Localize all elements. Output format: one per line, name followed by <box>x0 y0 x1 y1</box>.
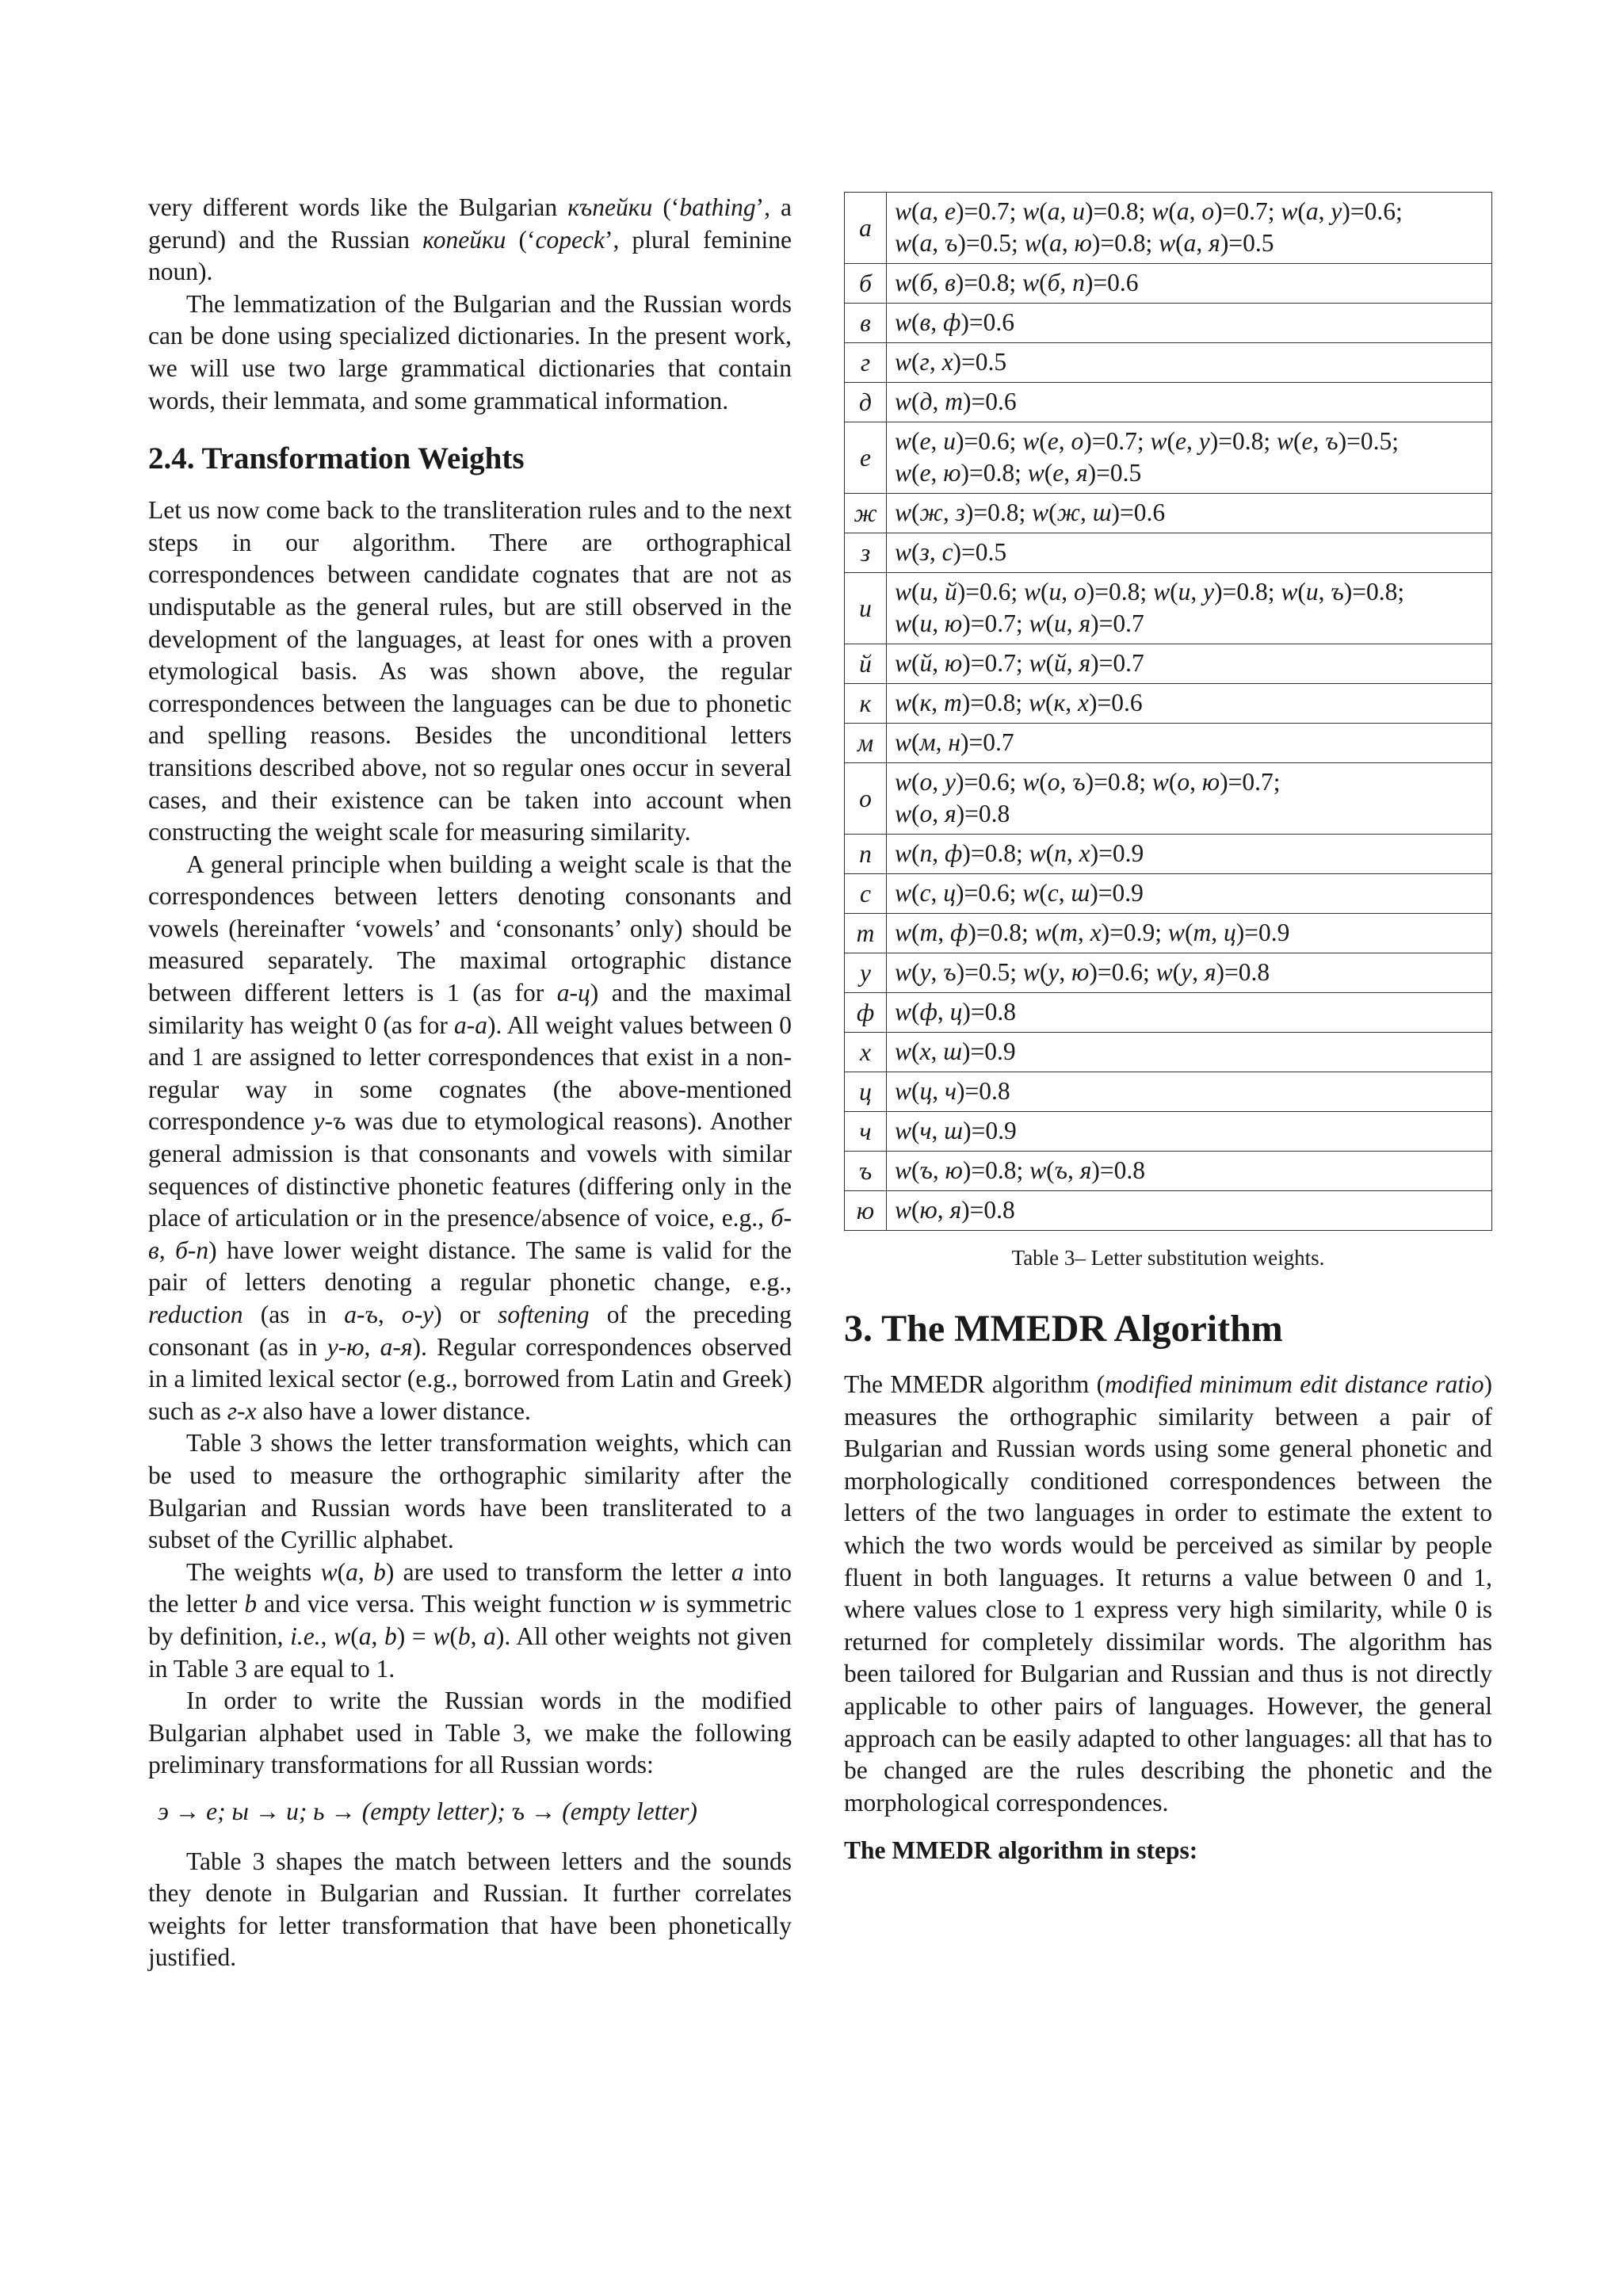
table-row <box>845 383 1492 422</box>
table-cell-letter: м <box>845 724 887 763</box>
table-cell-letter: е <box>845 422 887 494</box>
paragraph-intro: very different words like the Bulgarian къпейки (‘bathing’, a gerund) and the Russian копейки (‘copeck’, plural feminine noun). <box>148 193 792 286</box>
table-cell-weights: w(к, т)=0.8; w(к, х)=0.6 <box>887 684 1492 724</box>
section-heading-mmedr: 3. The MMEDR Algorithm <box>844 1308 1283 1350</box>
table-cell-letter: ф <box>845 993 887 1033</box>
table-row <box>845 422 1492 494</box>
paragraph-preliminary-transformations: In order to write the Russian words in the modified Bulgarian alphabet used in Table 3, we make the following preliminary transformations for all Russian words: <box>148 1687 792 1779</box>
table-row <box>845 533 1492 573</box>
table-cell-weights: w(ж, з)=0.8; w(ж, ш)=0.6 <box>887 494 1492 533</box>
table-cell-letter: п <box>845 835 887 874</box>
paragraph-mmedr-description: The MMEDR algorithm (modified minimum edit distance ratio) measures the orthographic similarity between a pair of Bulgarian and Russian words using some general phonetic and morphologically conditioned correspondences between the letters of the two languages in order to estimate the extent to which the two words would be perceived as similar by people fluent in both languages. It returns a value between 0 and 1, where values close to 1 express very high similarity, while 0 is returned for completely dissimilar words. The algorithm has been tailored for Bulgarian and Russian and thus is not directly applicable to other pairs of languages. However, the general approach can be easily adapted to other languages: all that has to be changed are the rules describing the phonetic and the morphological correspondences. <box>844 1370 1492 1817</box>
table-row <box>845 914 1492 953</box>
paragraph-table3-description: Table 3 shows the letter transformation weights, which can be used to measure the orthographic similarity after the Bulgarian and Russian words have been transliterated to a subset of the Cyrillic alphabet. <box>148 1429 792 1554</box>
table-cell-letter: г <box>845 343 887 383</box>
table-cell-letter: ъ <box>845 1152 887 1191</box>
table-cell-letter: в <box>845 304 887 343</box>
table-row <box>845 993 1492 1033</box>
table-cell-letter: у <box>845 953 887 993</box>
table-cell-letter: т <box>845 914 887 953</box>
paragraph-weight-function: The weights w(a, b) are used to transform the letter a into the letter b and vice versa. This weight function w is symmetric by definition, i.e., w(a, b) = w(b, a). All other weights not given in Table 3 are equal to 1. <box>148 1557 792 1683</box>
table-cell-weights: w(а, е)=0.7; w(а, и)=0.8; w(а, о)=0.7; w(а, у)=0.6; w(а, ъ)=0.5; w(а, ю)=0.8; w(а, я)=0.5 <box>887 193 1492 264</box>
table-row <box>845 1033 1492 1072</box>
table-cell-weights: w(ю, я)=0.8 <box>887 1191 1492 1231</box>
table-row <box>845 953 1492 993</box>
table-caption: Table 3– Letter substitution weights. <box>1011 1246 1325 1270</box>
table-row <box>845 874 1492 914</box>
table-cell-letter: ю <box>845 1191 887 1231</box>
table-row <box>845 644 1492 684</box>
table-row <box>845 763 1492 835</box>
table-cell-weights: w(г, х)=0.5 <box>887 343 1492 383</box>
table-cell-letter: б <box>845 264 887 304</box>
table-cell-weights: w(и, й)=0.6; w(и, о)=0.8; w(и, у)=0.8; w(и, ъ)=0.8; w(и, ю)=0.7; w(и, я)=0.7 <box>887 573 1492 644</box>
table-row <box>845 264 1492 304</box>
table-row <box>845 684 1492 724</box>
table-cell-letter: й <box>845 644 887 684</box>
table-row <box>845 835 1492 874</box>
table-cell-letter: х <box>845 1033 887 1072</box>
table-cell-letter: и <box>845 573 887 644</box>
steps-heading: The MMEDR algorithm in steps: <box>844 1836 1198 1865</box>
table-cell-weights: w(ч, ш)=0.9 <box>887 1112 1492 1152</box>
table-cell-weights: w(о, у)=0.6; w(о, ъ)=0.8; w(о, ю)=0.7; w(о, я)=0.8 <box>887 763 1492 835</box>
table-cell-letter: с <box>845 874 887 914</box>
table-cell-weights: w(е, и)=0.6; w(е, о)=0.7; w(е, у)=0.8; w(е, ъ)=0.5; w(е, ю)=0.8; w(е, я)=0.5 <box>887 422 1492 494</box>
table-cell-weights: w(с, ц)=0.6; w(с, ш)=0.9 <box>887 874 1492 914</box>
table-cell-weights: w(ф, ц)=0.8 <box>887 993 1492 1033</box>
table-cell-weights: w(й, ю)=0.7; w(й, я)=0.7 <box>887 644 1492 684</box>
table-cell-weights: w(х, ш)=0.9 <box>887 1033 1492 1072</box>
section-heading-transformation-weights: 2.4. Transformation Weights <box>148 441 525 476</box>
paragraph-transliteration-rules: Let us now come back to the transliteration rules and to the next steps in our algorithm. There are orthographical correspondences between candidate cognates that are not as undisputable as the general rules, but are still observed in the development of the languages, at least for ones with a proven etymological basis. As was shown above, the regular correspondences between the languages can be due to phonetic and spelling reasons. Besides the unconditional letters transitions described above, not so regular ones occur in several cases, and their existence can be taken into account when constructing the weight scale for measuring similarity. <box>148 496 792 846</box>
table-cell-weights: w(п, ф)=0.8; w(п, х)=0.9 <box>887 835 1492 874</box>
table-cell-weights: w(ц, ч)=0.8 <box>887 1072 1492 1112</box>
table-row <box>845 343 1492 383</box>
table-cell-weights: w(в, ф)=0.6 <box>887 304 1492 343</box>
table-cell-letter: ц <box>845 1072 887 1112</box>
table-cell-weights: w(т, ф)=0.8; w(т, х)=0.9; w(т, ц)=0.9 <box>887 914 1492 953</box>
table-cell-weights: w(у, ъ)=0.5; w(у, ю)=0.6; w(у, я)=0.8 <box>887 953 1492 993</box>
table-cell-weights: w(б, в)=0.8; w(б, п)=0.6 <box>887 264 1492 304</box>
table-row <box>845 724 1492 763</box>
table-row <box>845 1112 1492 1152</box>
right-column <box>844 192 1492 1867</box>
left-column <box>148 192 792 1974</box>
table-row <box>845 573 1492 644</box>
transformation-formula: э → е; ы → и; ь → (empty letter); ъ → (empty letter) <box>158 1797 697 1825</box>
table-cell-letter: к <box>845 684 887 724</box>
table-row <box>845 494 1492 533</box>
table-row <box>845 193 1492 264</box>
table-cell-weights: w(з, с)=0.5 <box>887 533 1492 573</box>
table-cell-letter: з <box>845 533 887 573</box>
table-cell-letter: о <box>845 763 887 835</box>
table-cell-letter: ж <box>845 494 887 533</box>
table-row <box>845 304 1492 343</box>
table-row <box>845 1191 1492 1231</box>
table-cell-weights: w(д, т)=0.6 <box>887 383 1492 422</box>
paragraph-lemmatization: The lemmatization of the Bulgarian and the Russian words can be done using specialized dictionaries. In the present work, we will use two large grammatical dictionaries that contain words, their lemmata, and some grammatical information. <box>148 289 792 415</box>
table-cell-letter: а <box>845 193 887 264</box>
table-cell-letter: ч <box>845 1112 887 1152</box>
letter-weights-table <box>844 192 1492 1231</box>
table-cell-weights: w(м, н)=0.7 <box>887 724 1492 763</box>
paragraph-table3-shapes: Table 3 shapes the match between letters and the sounds they denote in Bulgarian and Russian. It further correlates weights for letter transformation that have been phonetically justified. <box>148 1847 792 1972</box>
table-cell-letter: д <box>845 383 887 422</box>
table-row <box>845 1152 1492 1191</box>
table-cell-weights: w(ъ, ю)=0.8; w(ъ, я)=0.8 <box>887 1152 1492 1191</box>
paragraph-general-principle: A general principle when building a weight scale is that the correspondences between letters denoting consonants and vowels (hereinafter ‘vowels’ and ‘consonants’ only) should be measured separately. The maximal ortographic distance between different letters is 1 (as for а-ц) and the maximal similarity has weight 0 (as for а-а). All weight values between 0 and 1 are assigned to letter correspondences that exist in a non-regular way in some cognates (the above-mentioned correspondence у-ъ was due to etymological reasons). Another general admission is that consonants and vowels with similar sequences of distinctive phonetic features (differing only in the place of articulation or in the presence/absence of voice, e.g., б-в, б-п) have lower weight distance. The same is valid for the pair of letters denoting a regular phonetic change, e.g., reduction (as in а-ъ, о-у) or softening of the preceding consonant (as in у-ю, а-я). Regular correspondences observed in a limited lexical sector (e.g., borrowed from Latin and Greek) such as г-х also have a lower distance. <box>148 850 792 1425</box>
table-row <box>845 1072 1492 1112</box>
